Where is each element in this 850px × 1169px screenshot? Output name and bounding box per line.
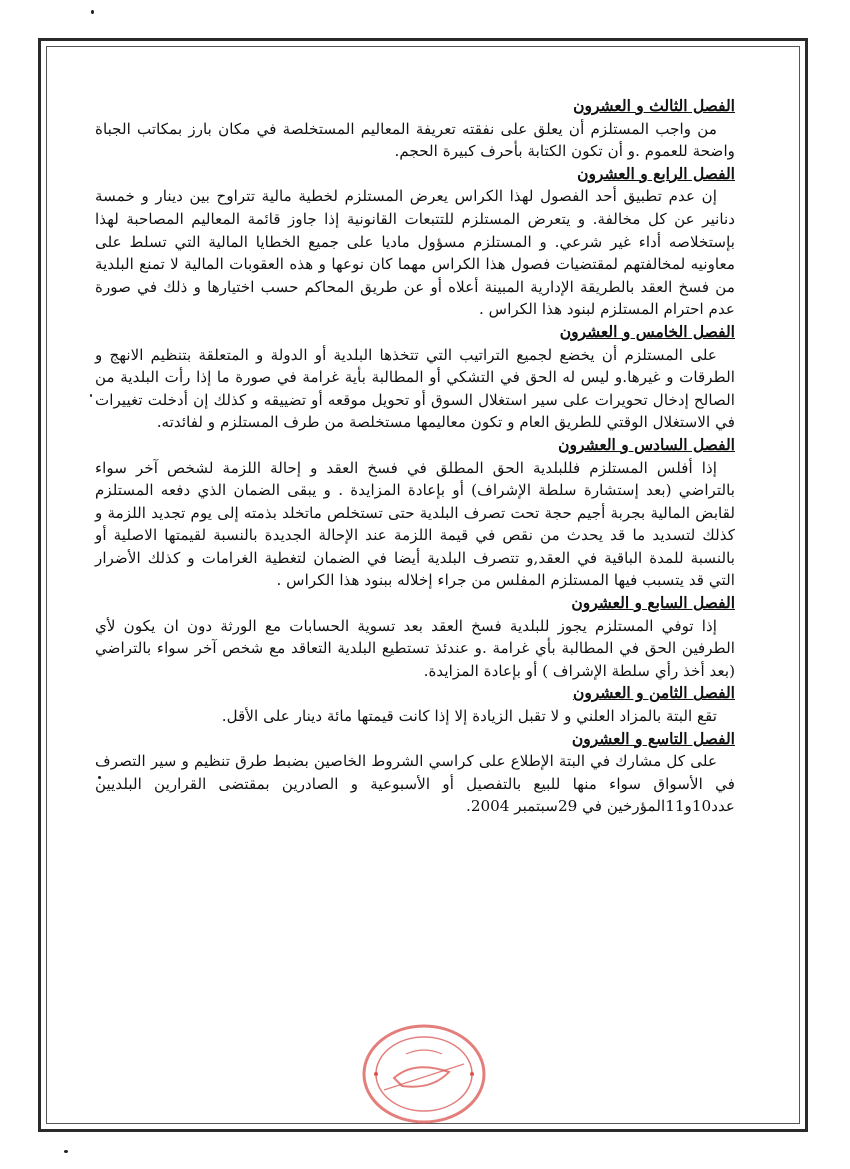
section-27 (95, 592, 735, 682)
section-heading: الفصل الخامس و العشرون (559, 321, 735, 341)
section-text: إذا توفي المستلزم يجوز للبلدية فسخ العقد بعد تسوية الحسابات مع الورثة دون ان يكون لأي الطرفين الحق في المطالبة بأي غرامة .و عندئذ تستطيع البلدية التعاقد مع شخص آخر سواء بالتراضي (بعد أخذ رأي سلطة الإشراف ) أو بإعادة المزايدة. (95, 616, 735, 680)
section-28 (95, 682, 735, 727)
official-seal-icon (354, 1020, 494, 1128)
section-heading: الفصل الرابع و العشرون (577, 163, 735, 183)
section-heading: الفصل التاسع و العشرون (571, 728, 735, 748)
section-text: إذا أفلس المستلزم فللبلدية الحق المطلق في فسخ العقد و إحالة اللزمة لشخص آخر سواء بالتراضي (بعد إستشارة سلطة الإشراف) أو بإعادة المزايدة . و يبقى الضمان الذي دفعه المستلزم لقابض المالية بجربة أجيم حجة تحت تصرف البلدية حتى تستخلص ماتخلد بذمته إلى يوم تجديد اللزمة و كذلك لتسديد ما قد يحدث من نقص في قيمة اللزمة عند الإحالة الجديدة بالنسبة لقيمتها الاصلية أو بالنسبة للمدة الباقية في العقد,و تتصرف البلدية أيضا في الضمان لتغطية الغرامات و كذلك الأضرار التي قد يتسبب فيها المستلزم المفلس من جراء إخلاله ببنود هذا الكراس . (95, 458, 735, 590)
section-text: على كل مشارك في البتة الإطلاع على كراسي الشروط الخاصين بضبط طرق تنظيم و سير التصرف في الأسواق سواء منها للبيع بالتفصيل أو الأسبوعية و الصادرين بمقتضى القرارين البلديين عدد10و11المؤرخين في 29سبتمبر 2004. (95, 752, 735, 816)
section-text: من واجب المستلزم أن يعلق على نفقته تعريفة المعاليم المستخلصة في مكان بارز بمكاتب الجباة واضحة للعموم .و أن تكون الكتابة بأحرف كبيرة الحجم. (95, 119, 735, 161)
section-24 (95, 163, 735, 321)
scan-speck (91, 10, 94, 14)
section-heading: الفصل السابع و العشرون (571, 593, 735, 613)
section-29 (95, 728, 735, 818)
scan-speck (90, 394, 92, 397)
section-heading: الفصل الثالث و العشرون (573, 96, 735, 115)
section-23 (95, 95, 735, 163)
scan-speck (64, 1150, 68, 1153)
section-text: على المستلزم أن يخضع لجميع التراتيب التي تتخذها البلدية أو الدولة و المتعلقة بتنظيم الانهج و الطرقات و غيرها.و ليس له الحق في التشكي أو المطالبة بأية غرامة في صورة ما إذا رأت البلدية من الصالح إدخال تحويرات على سير استغلال السوق أو تحويل موقعه أو تضييقه و كذلك إن أدخلت تغييرات في الاستغلال الوقتي للطريق العام و تكون معاليمها مستخلصة من طرف المستلزم و لفائدته. (95, 345, 735, 432)
section-text: تقع البتة بالمزاد العلني و لا تقبل الزيادة إلا إذا كانت قيمتها مائة دينار على الأقل. (221, 707, 717, 726)
section-25 (95, 321, 735, 434)
section-heading: الفصل الثامن و العشرون (572, 683, 735, 703)
section-heading: الفصل السادس و العشرون (558, 434, 735, 454)
section-text: إن عدم تطبيق أحد الفصول لهذا الكراس يعرض المستلزم لخطية مالية تتراوح بين دينار و خمسة دنانير عن كل مخالفة. و يتعرض المستلزم للتتبعات القانونية إذا جاوز قائمة المعاليم المصاحبة لهذا بإستخلاصه أداء غير شرعي. و المستلزم مسؤول ماديا على جميع الخطايا المالية التي تسلط على معاونيه لمخالفتهم لمقتضيات فصول هذا الكراس مهما كان نوعها و هذه العقوبات المالية لا تمنع البلدية من فسخ العقد بالطريقة الإدارية المبينة أعلاه أو عن طريق المحاكم حسب اختيارها و ذلك في صورة عدم احترام المستلزم لبنود هذا الكراس . (95, 187, 735, 319)
section-26 (95, 434, 735, 592)
document-body (95, 95, 735, 818)
